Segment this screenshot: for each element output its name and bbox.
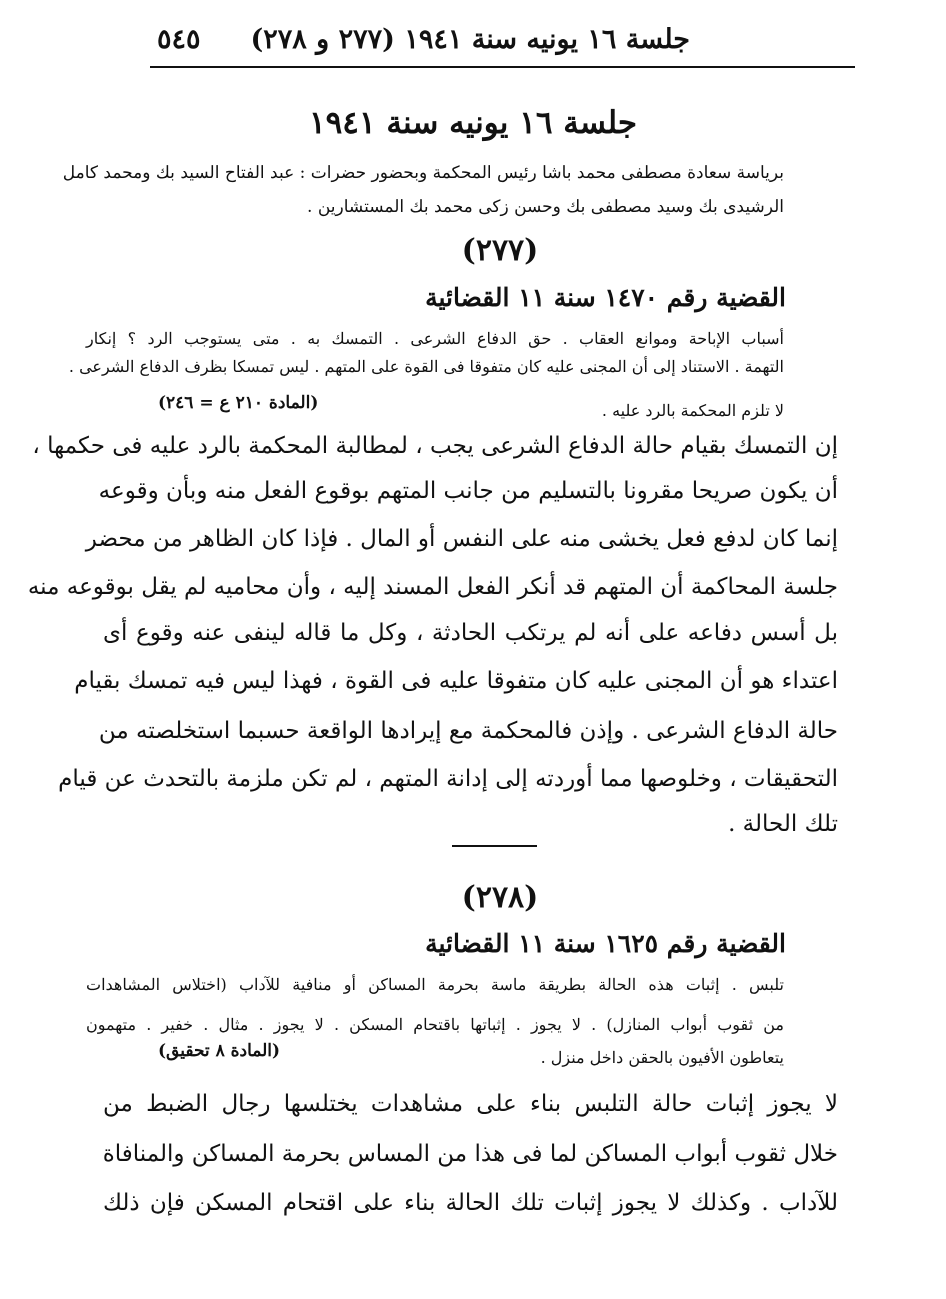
presidency-line: برياسة سعادة مصطفى محمد باشا رئيس المحكمة وبحضور حضرات : عبد الفتاح السيد بك ومحمد كامل (62, 163, 784, 183)
header-rule (150, 66, 855, 68)
case-summary-line: أسباب الإباحة وموانع العقاب . حق الدفاع الشرعى . التمسك به . متى يستوجب الرد ؟ إنكار (86, 329, 784, 348)
session-title: جلسة ١٦ يونيه سنة ١٩٤١ (309, 105, 637, 141)
body-text-line: إن التمسك بقيام حالة الدفاع الشرعى يجب ، لمطالبة المحكمة بالرد عليه فى حكمها ، (32, 433, 838, 459)
case-summary-line: لا تلزم المحكمة بالرد عليه . (601, 401, 784, 420)
body-text-line: لا يجوز إثبات حالة التلبس بناء على مشاهدات يختلسها رجال الضبط من (103, 1091, 838, 1117)
case-summary-line: من ثقوب أبواب المنازل) . لا يجوز . إثباتها باقتحام المسكن . لا يجوز . مثال . خفير . متهمون (86, 1015, 784, 1034)
page-number: ٥٤٥ (157, 24, 201, 55)
body-text-line: حالة الدفاع الشرعى . وإذن فالمحكمة مع إيرادها الواقعة حسبما استخلصته من (98, 718, 838, 744)
body-text-line: اعتداء هو أن المجنى عليه كان متفوقا عليه فى القوة ، فهذا ليس فيه تمسك بقيام (74, 668, 838, 694)
body-text-line: إنما كان لدفع فعل يخشى منه على النفس أو المال . فإذا كان الظاهر من محضر (85, 526, 838, 552)
presidency-line: الرشيدى بك وسيد مصطفى بك وحسن زكى محمد بك المستشارين . (307, 197, 784, 217)
article-reference: (المادة ٨ تحقيق) (158, 1041, 281, 1061)
case-separator (452, 845, 537, 847)
case-reference: القضية رقم ١٦٢٥ سنة ١١ القضائية (425, 929, 786, 958)
body-text-line: للآداب . وكذلك لا يجوز إثبات تلك الحالة بناء على اقتحام المسكن فإن ذلك (103, 1190, 838, 1216)
case-summary-line: التهمة . الاستناد إلى أن المجنى عليه كان متفوقا فى القوة على المتهم . ليس تمسكا بظرف الدفاع الشرعى . (68, 357, 784, 376)
running-header-title: جلسة ١٦ يونيه سنة ١٩٤١ (٢٧٧ و ٢٧٨) (250, 24, 690, 55)
case-number: (٢٧٧) (461, 233, 539, 268)
case-number: (٢٧٨) (461, 880, 539, 915)
body-text-line: جلسة المحاكمة أن المتهم قد أنكر الفعل المسند إليه ، وأن محاميه لم يقل بوقوعه منه (27, 574, 838, 600)
body-text-line: أن يكون صريحا مقرونا بالتسليم من جانب المتهم بوقوع الفعل منه وبأن وقوعه (98, 478, 838, 504)
case-summary-line: تلبس . إثبات هذه الحالة بطريقة ماسة بحرمة المساكن أو منافية للآداب (اختلاس المشاهدات (86, 975, 784, 994)
case-reference: القضية رقم ١٤٧٠ سنة ١١ القضائية (425, 283, 786, 312)
body-text-line: تلك الحالة . (728, 811, 838, 837)
article-reference: (المادة ٢١٠ ع = ٢٤٦) (158, 393, 319, 413)
body-text-line: التحقيقات ، وخلوصها مما أوردته إلى إدانة المتهم ، لم تكن ملزمة بالتحدث عن قيام (58, 766, 838, 792)
body-text-line: خلال ثقوب أبواب المساكن لما فى هذا من المساس بحرمة المساكن والمنافاة (102, 1141, 838, 1167)
case-summary-line: يتعاطون الأفيون بالحقن داخل منزل . (540, 1048, 784, 1067)
body-text-line: بل أسس دفاعه على أنه لم يرتكب الحادثة ، وكل ما قاله لينفى عنه وقوع أى (103, 620, 838, 646)
